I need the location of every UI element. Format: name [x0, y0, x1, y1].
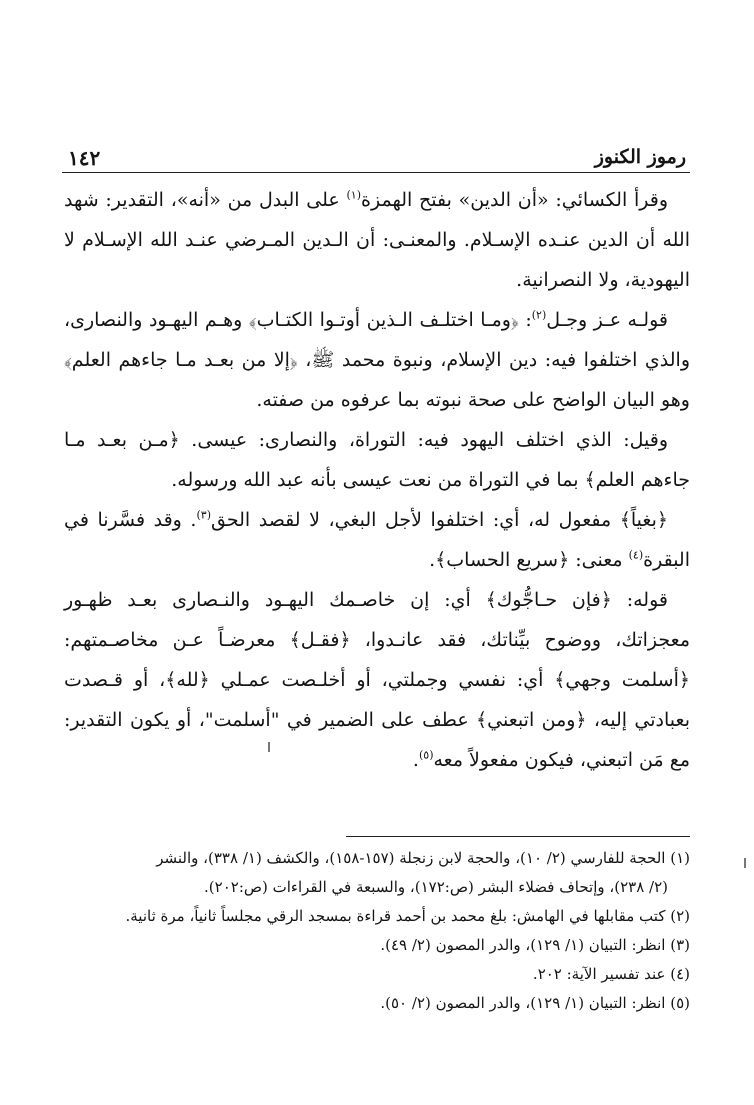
footnote-ref-4[interactable]: (٤) — [628, 548, 644, 562]
margin-mark — [268, 742, 270, 752]
paragraph-1: وقرأ الكسائي: «أن الدين» بفتح الهمزة$^{(١)}$ على البدل من «أنه»، التقدير: شهد الله أن الدين عنـده الإسـلام. والمعنـى: أن الـدين المـرضي عنـد الله الإسـلام لا اليهودية، ولا النصرانية. — [64, 188, 690, 291]
footnote-ref-1[interactable]: (١) — [346, 188, 362, 202]
footnote-4: (٤) عند تفسير الآية: ٢٠٢. — [532, 965, 690, 983]
footnote-ref-5[interactable]: (٥) — [418, 748, 434, 762]
footnote-5: (٥) انظر: التبيان (١/ ١٢٩)، والدر المصون (٢/ ٥٠). — [380, 994, 690, 1012]
paragraph-3: وقيل: الذي اختلف اليهود فيه: التوراة، والنصارى: عيسى. ﴿مـن بعـد مـا جاءهم العلم﴾ بما في التوراة من نعت عيسى بأنه عبد الله ورسوله. — [64, 429, 690, 491]
footnote-ref-3[interactable]: (٣) — [196, 508, 211, 522]
main-text — [64, 180, 690, 780]
footnote-ref-2[interactable]: (٢) — [531, 308, 547, 322]
page-number: ١٤٢ — [68, 146, 101, 170]
footnotes — [64, 844, 690, 1018]
paragraph-2: قولـه عـز وجـل$^{(٢)}$: ﴿ومـا اختلـف الـذين أوتـوا الكتـاب﴾ وهـم اليهـود والنصارى، والذي اختلفوا فيه: دين الإسلام، ونبوة محمد ﷺ، ﴿إلا من بعـد مـا جاءهم العلم﴾ وهو البيان الواضح على صحة نبوته بما عرفوه من صفته. — [64, 308, 690, 411]
footnote-2: (٢) كتب مقابلها في الهامش: بلغ محمد بن أحمد قراءة بمسجد الرقي مجلساً ثانياً، مرة ثانية. — [125, 907, 690, 925]
margin-mark — [744, 858, 746, 868]
paragraph-5: قوله: ﴿فإن حـاجُّوك﴾ أي: إن خاصـمك اليهـود والنـصارى بعـد ظهـور معجزاتك، ووضوح بيِّناتك، فقد عانـدوا، ﴿فقـل﴾ معرضـاً عـن مخاصـمتهم: ﴿أسلمت وجهي﴾ أي: نفسي وجملتي، أو أخلـصت عمـلي ﴿لله﴾، أو قـصدت بعبادتي إليه، ﴿ومن اتبعني﴾ عطف على الضمير في "أسلمت"، أو يكون التقدير: مع مَن اتبعني، فيكون مفعولاً معه$^{(٥)}$. — [64, 589, 690, 771]
running-title: رموز الكنوز — [594, 146, 686, 168]
paragraph-4: ﴿بغياً﴾ مفعول له، أي: اختلفوا لأجل البغي، لا لقصد الحق$^{(٣)}$. وقد فسَّرنا في البقرة$^{(٤)}$ معنى: ﴿سريع الحساب﴾. — [64, 508, 690, 571]
page-header — [62, 146, 690, 173]
footnote-3: (٣) انظر: التبيان (١/ ١٢٩)، والدر المصون (٢/ ٤٩). — [380, 936, 690, 954]
footnote-1: (١) الحجة للفارسي (٢/ ١٠)، والحجة لابن زنجلة (١٥٧-١٥٨)، والكشف (١/ ٣٣٨)، والنشر (٢/ ٢٣٨)، وإتحاف فضلاء البشر (ص:١٧٢)، والسبعة في القراءات (ص:٢٠٢). — [156, 849, 690, 896]
footnote-separator — [346, 836, 690, 837]
